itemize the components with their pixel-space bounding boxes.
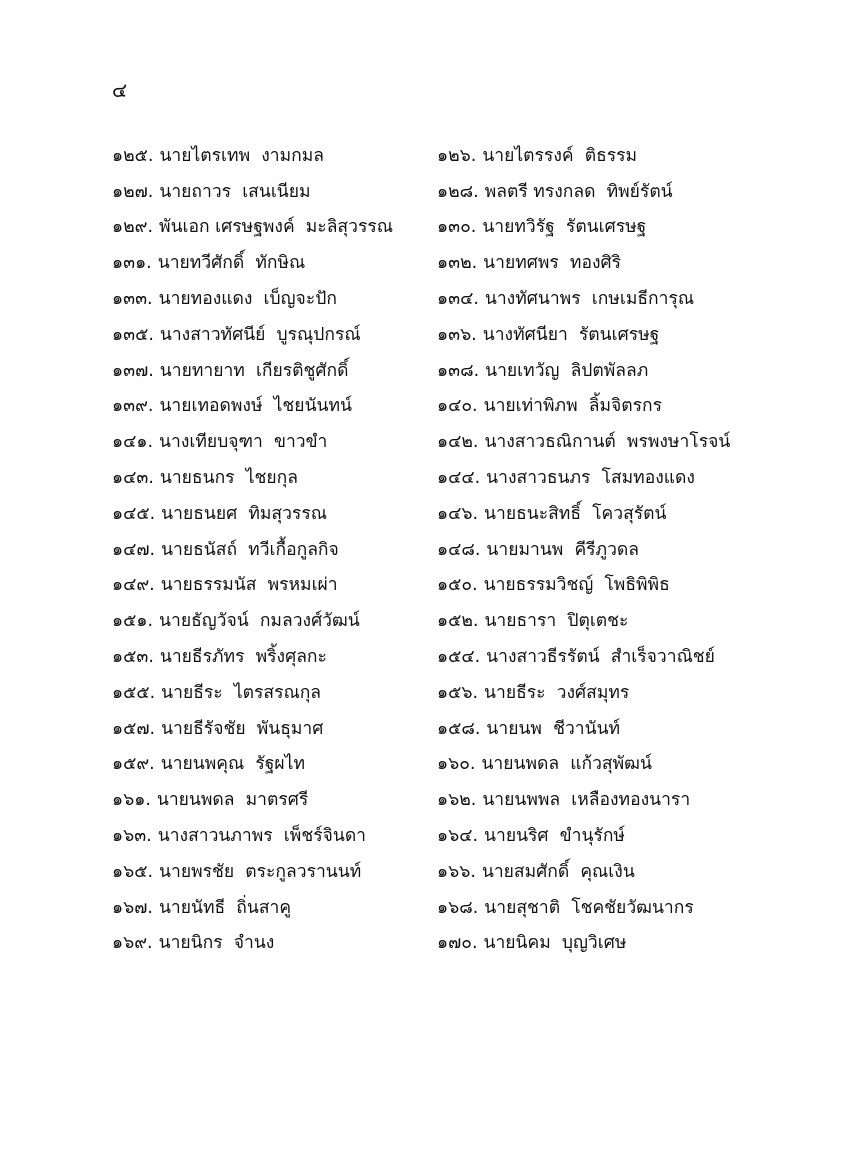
entry-name: นายธีระ วงศ์สมุทร xyxy=(484,682,630,703)
entry-name: นายธรรมนัส พรหมเผ่า xyxy=(160,575,338,596)
list-item xyxy=(437,854,752,890)
entry-name: นายธนะสิทธิ์ โควสุรัตน์ xyxy=(484,503,667,524)
list-item xyxy=(112,603,437,639)
entry-number: ๑๕๙. xyxy=(112,754,155,775)
entry-name: นายธรรมวิชญ์ โพธิพิพิธ xyxy=(483,575,670,596)
entry-name: นายทวีศักดิ์ ทักษิณ xyxy=(157,253,306,274)
list-item xyxy=(437,818,752,854)
entry-name: นางสาวธนภร โสมทองแดง xyxy=(486,468,695,489)
entry-number: ๑๕๔. xyxy=(437,647,481,668)
list-item xyxy=(112,854,437,890)
entry-number: ๑๖๘. xyxy=(437,897,479,918)
list-item xyxy=(437,747,752,783)
entry-number: ๑๖๑. xyxy=(112,790,151,811)
entry-number: ๑๒๙. xyxy=(112,217,154,238)
entry-name: นายพรชัย ตระกูลวรานนท์ xyxy=(159,861,362,882)
entry-name: นายธนยศ ทิมสุวรรณ xyxy=(161,503,327,524)
entry-name: พันเอก เศรษฐพงค์ มะลิสุวรรณ xyxy=(159,217,393,238)
list-item xyxy=(112,281,437,317)
entry-name: นายมานพ คีรีภูวดล xyxy=(486,539,640,560)
entry-name: นายสมศักดิ์ คุณเงิน xyxy=(481,861,635,882)
entry-name: นายเท่าพิภพ ลิ้มจิตรกร xyxy=(483,396,663,417)
list-item xyxy=(112,639,437,675)
entry-number: ๑๖๔. xyxy=(437,826,479,847)
entry-name: นายทายาท เกียรติชูศักดิ์ xyxy=(159,360,349,381)
entry-name: นายธารา ปิตุเตชะ xyxy=(484,611,629,632)
entry-name: นางทัศนาพร เกษเมธีการุณ xyxy=(484,289,695,310)
entry-number: ๑๔๔. xyxy=(437,468,481,489)
entry-name: นางสาวธณิกานต์ พรพงษาโรจน์ xyxy=(484,432,731,453)
entry-name: นางเทียบจุฑา ขาวขำ xyxy=(159,432,328,453)
entry-number: ๑๕๐. xyxy=(437,575,478,596)
list-item xyxy=(437,568,752,604)
list-item xyxy=(112,568,437,604)
entry-number: ๑๖๒. xyxy=(437,790,477,811)
list-item xyxy=(437,890,752,926)
entry-name: นายเทอดพงษ์ ไชยนันทน์ xyxy=(159,396,352,417)
entry-name: นายนัทธี ถิ่นสาคู xyxy=(158,897,292,918)
name-list xyxy=(112,138,752,961)
entry-name: นายนพคุณ รัฐผไท xyxy=(160,754,305,775)
entry-number: ๑๔๗. xyxy=(112,539,156,560)
list-item xyxy=(112,424,437,460)
entry-number: ๑๔๘. xyxy=(437,539,481,560)
entry-name: พลตรี ทรงกลด ทิพย์รัตน์ xyxy=(484,181,673,202)
list-item xyxy=(437,424,752,460)
entry-name: นายสุชาติ โชคชัยวัฒนากร xyxy=(484,897,694,918)
entry-name: นายนิคม บุญวิเศษ xyxy=(483,933,627,954)
entry-name: นายนิกร จำนง xyxy=(158,933,275,954)
entry-number: ๑๓๕. xyxy=(112,324,154,345)
entry-name: นายธนกร ไชยกุล xyxy=(159,468,298,489)
list-item xyxy=(437,389,752,425)
list-item xyxy=(112,711,437,747)
entry-number: ๑๕๖. xyxy=(437,682,479,703)
entry-name: นายไตรรงค์ ติธรรม xyxy=(482,145,638,166)
list-item xyxy=(437,317,752,353)
entry-number: ๑๒๕. xyxy=(112,145,154,166)
list-item xyxy=(112,317,437,353)
list-item xyxy=(437,926,752,962)
entry-name: นางสาวธีรรัตน์ สำเร็จวาณิชย์ xyxy=(486,647,715,668)
entry-number: ๑๓๒. xyxy=(437,253,478,274)
page-number: ๔ xyxy=(112,78,128,102)
entry-number: ๑๕๕. xyxy=(112,682,156,703)
list-item xyxy=(112,926,437,962)
entry-number: ๑๔๖. xyxy=(437,503,479,524)
entry-name: นายทศพร ทองศิริ xyxy=(483,253,622,274)
entry-name: นายนริศ ขำนุรักษ์ xyxy=(484,826,625,847)
list-item xyxy=(112,818,437,854)
entry-number: ๑๖๕. xyxy=(112,861,154,882)
entry-name: นายธีระ ไตรสรณกุล xyxy=(161,682,322,703)
entry-name: นายทองแดง เบ็ญจะปัก xyxy=(158,289,337,310)
entry-number: ๑๔๓. xyxy=(112,468,154,489)
entry-number: ๑๕๘. xyxy=(437,718,481,739)
entry-number: ๑๓๖. xyxy=(437,324,477,345)
entry-number: ๑๔๕. xyxy=(112,503,156,524)
list-item xyxy=(112,174,437,210)
list-item xyxy=(112,496,437,532)
entry-number: ๑๔๐. xyxy=(437,396,478,417)
list-item xyxy=(112,890,437,926)
entry-name: นายไตรเทพ งามกมล xyxy=(159,145,325,166)
entry-number: ๑๒๗. xyxy=(112,181,154,202)
list-item xyxy=(437,496,752,532)
list-item xyxy=(437,711,752,747)
list-item xyxy=(112,245,437,281)
list-item xyxy=(437,782,752,818)
list-item xyxy=(437,138,752,174)
entry-name: นางทัศนียา รัตนเศรษฐ xyxy=(482,324,660,345)
entry-name: นายนพพล เหลืองทองนารา xyxy=(482,790,691,811)
entry-number: ๑๕๑. xyxy=(112,611,154,632)
list-item xyxy=(112,675,437,711)
list-item xyxy=(437,174,752,210)
list-item xyxy=(112,389,437,425)
entry-number: ๑๔๙. xyxy=(112,575,155,596)
entry-name: นายธีรัจชัย พันธุมาศ xyxy=(161,718,324,739)
entry-name: นายนพดล มาตรศรี xyxy=(156,790,309,811)
entry-number: ๑๕๗. xyxy=(112,718,156,739)
entry-number: ๑๓๘. xyxy=(437,360,480,381)
list-item xyxy=(437,639,752,675)
entry-number: ๑๕๓. xyxy=(112,647,154,668)
entry-name: นายถาวร เสนเนียม xyxy=(159,181,311,202)
entry-number: ๑๖๐. xyxy=(437,754,476,775)
entry-name: นางสาวนภาพร เพ็ชร์จินดา xyxy=(157,826,367,847)
list-item xyxy=(437,460,752,496)
entry-number: ๑๖๖. xyxy=(437,861,476,882)
entry-number: ๑๓๙. xyxy=(112,396,154,417)
entry-name: นายเทวัญ ลิปตพัลลภ xyxy=(485,360,649,381)
entry-number: ๑๖๓. xyxy=(112,826,152,847)
list-item xyxy=(112,353,437,389)
list-item xyxy=(437,353,752,389)
entry-number: ๑๔๑. xyxy=(112,432,154,453)
list-item xyxy=(437,281,752,317)
entry-number: ๑๓๑. xyxy=(112,253,152,274)
entry-name: นายธนัสถ์ ทวีเกื้อกูลกิจ xyxy=(161,539,339,560)
entry-number: ๑๓๐. xyxy=(437,217,477,238)
list-item xyxy=(437,210,752,246)
list-item xyxy=(437,245,752,281)
entry-number: ๑๓๔. xyxy=(437,289,479,310)
entry-number: ๑๖๗. xyxy=(112,897,153,918)
entry-name: นายธัญวัจน์ กมลวงศ์วัฒน์ xyxy=(159,611,360,632)
entry-number: ๑๕๒. xyxy=(437,611,479,632)
entry-number: ๑๓๓. xyxy=(112,289,153,310)
list-item xyxy=(437,603,752,639)
entry-number: ๑๓๗. xyxy=(112,360,154,381)
entry-name: นางสาวทัศนีย์ บูรณุปกรณ์ xyxy=(159,324,361,345)
list-item xyxy=(437,675,752,711)
list-item xyxy=(112,210,437,246)
list-item xyxy=(112,747,437,783)
list-item xyxy=(112,138,437,174)
entry-name: นายนพดล แก้วสุพัฒน์ xyxy=(481,754,652,775)
list-item xyxy=(437,532,752,568)
list-item xyxy=(112,532,437,568)
list-item xyxy=(112,782,437,818)
entry-number: ๑๖๙. xyxy=(112,933,153,954)
entry-name: นายธีรภัทร พริ้งศุลกะ xyxy=(159,647,327,668)
entry-number: ๑๗๐. xyxy=(437,933,478,954)
entry-number: ๑๒๘. xyxy=(437,181,479,202)
list-item xyxy=(112,460,437,496)
entry-number: ๑๒๖. xyxy=(437,145,477,166)
entry-number: ๑๔๒. xyxy=(437,432,479,453)
entry-name: นายนพ ชีวานันท์ xyxy=(486,718,621,739)
entry-name: นายทวิรัฐ รัตนเศรษฐ xyxy=(482,217,647,238)
